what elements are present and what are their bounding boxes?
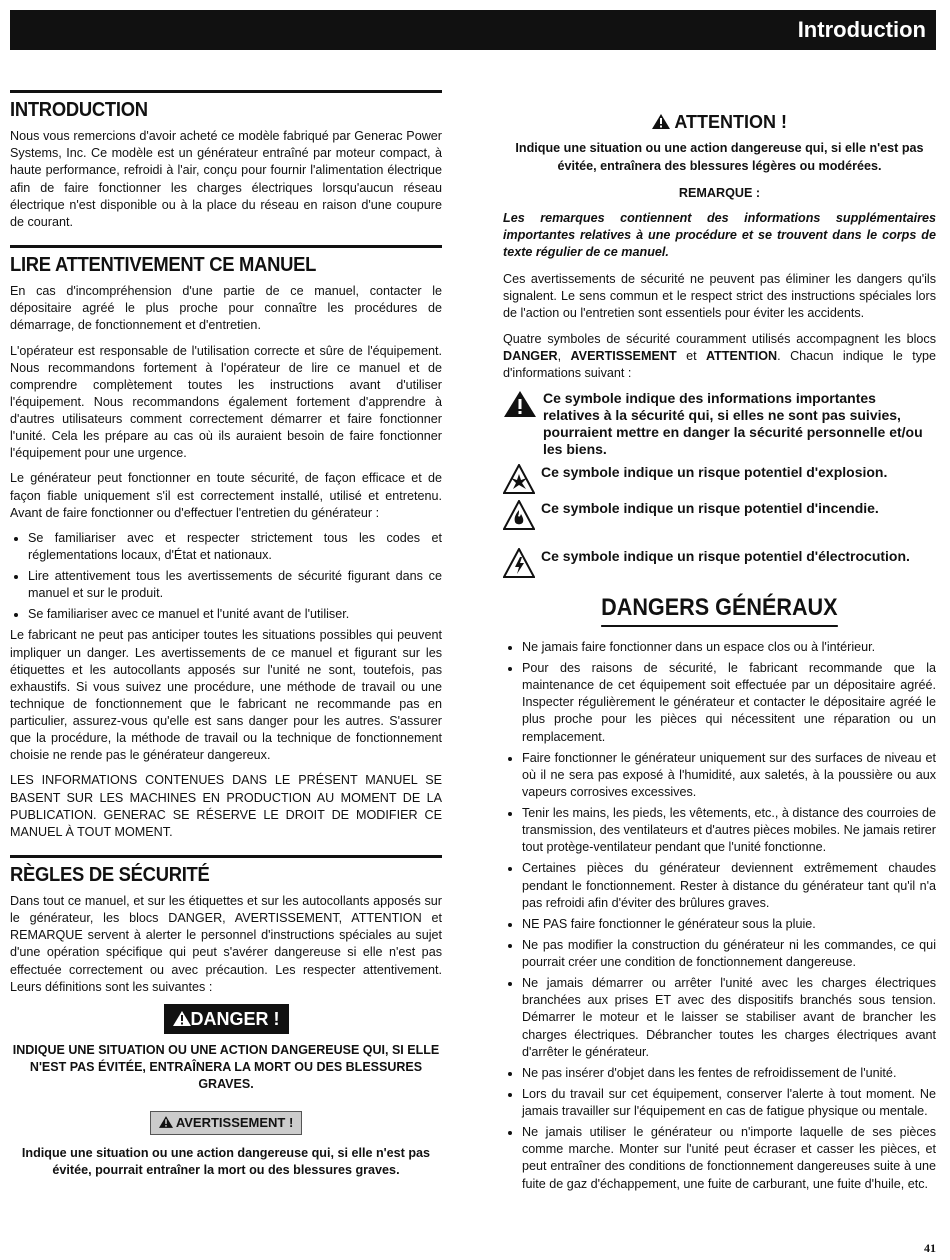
manual-paragraph: Le fabricant ne peut pas anticiper toutes les situations possibles qui peuvent impliquer un danger. Les avertissements de ce manuel et figurant sur les étiquettes et les autocollants apposés sur l'unité ne sont, toutefois, pas exhaustifs. Si vous suivez une procédure, une méthode de travail ou une technique de fonctionnement que le fabricant ne recommande pas en particulier, assurez-vous qu'elle est sans danger pour les autres. S'assurer que la procédure, la méthode de travail ou la technique de fonctionnement choisie ne rende pas le générateur dangereux. [10,628,442,763]
text-span: et [676,348,707,363]
danger-label: DANGER ! [190,1008,280,1029]
manual-paragraph: En cas d'incompréhension d'une partie de ce manuel, contacter le dépositaire agréé le plus proche pour connaître les procédures de démarrage, de fonctionnement et d'entretien. [10,284,442,333]
attention-text: Indique une situation ou une action dangereuse qui, si elle n'est pas évitée, entraînera des blessures légères ou modérées. [515,141,924,173]
safety-paragraph: Ces avertissements de sécurité ne peuvent pas éliminer les dangers qu'ils signalent. Le sens commun et le respect strict des instructions spéciales lors de l'action ou l'entretien sont essentiels pour éviter les accidents. [503,272,936,321]
remarque-text: Les remarques contiennent des informations supplémentaires importantes relatives à une procédure et se trouvent dans le corps de texte régulier de ce manuel. [503,210,936,260]
list-item: • Pour des raisons de sécurité, le fabricant recommande que la maintenance de cet équipement soit effectuée par un dépositaire agréé. Inspecter régulièrement le générateur et contacter le dépositaire agréé le plus proche pour les pièces qui nécessitent une réparation ou un remplacement. [522,660,936,746]
text-span: DANGER [503,348,558,363]
symbol-text: Ce symbole indique un risque potentiel d'explosion. [541,464,888,481]
manual-paragraph: Le générateur peut fonctionner en toute sécurité, de façon efficace et de façon fiable uniquement s'il est correctement installé, utilisé et entretenu. Avant de faire fonctionner ou d'effectuer l'entretien du générateur : [10,471,442,520]
symbol-row [503,548,936,578]
explosion-icon [503,464,535,494]
list-item: • Tenir les mains, les pieds, les vêtements, etc., à distance des courroies de transmission, des ventilateurs et d'autres pièces mobiles. Ne jamais retirer tout protège-ventilateur pendant que l'unité fonctionne. [522,805,936,856]
danger-text: INDIQUE UNE SITUATION OU UNE ACTION DANGEREUSE QUI, SI ELLE N'EST PAS ÉVITÉE, ENTRAÎNERA LA MORT OU DES BLESSURES GRAVES. [12,1043,440,1092]
list-item: • Se familiariser avec et respecter strictement tous les codes et réglementations locaux, d'État et nationaux. [28,530,442,564]
list-item: • Faire fonctionner le générateur uniquement sur des surfaces de niveau et où il ne sera pas exposé à l'humidité, aux saletés, à la poussière ou aux vapeurs corrosives excessives. [522,750,936,801]
remarque-label: REMARQUE : [678,185,761,200]
warning-block [10,1111,442,1135]
symbol-row [503,464,936,494]
danger-block [10,1004,442,1034]
regles-heading: RÈGLES DE SÉCURITÉ [10,863,210,886]
warning-triangle-icon [652,114,670,129]
dangers-list [503,639,936,1193]
list-item: • Lire attentivement tous les avertissements de sécurité figurant dans ce manuel et sur le produit. [28,568,442,602]
text-span: . Chacun indique le type d'informations suivant : [503,348,936,380]
page-number: 41 [924,1240,936,1255]
right-column [503,96,936,1197]
symbol-row [503,390,936,458]
warning-triangle-icon [173,1011,191,1026]
danger-label-box [164,1004,289,1034]
manual-paragraph: L'opérateur est responsable de l'utilisation correcte et sûre de l'équipement. Nous recommandons fortement à l'opérateur de lire ce manuel et de comprendre complètement toutes les instructions avant d'utiliser l'équipement. Nous recommandons également fortement d'apprendre à d'autres utilisateurs comment correctement démarrer et faire fonctionner l'unité. Cela les prépare au cas où ils auraient besoin de faire fonctionner l'équipement pour une urgence. [10,343,442,461]
list-item: • Se familiariser avec ce manuel et l'unité avant de l'utiliser. [28,606,442,623]
fire-icon [503,500,535,530]
list-item: • Ne jamais utiliser le générateur ou n'importe laquelle de ses pièces comme marche. Monter sur l'unité peut écraser et casser les pièces, et peut entraîner des conditions de fonctionnement dangereuses suite à une fuite de gaz d'échappement, une fuite de carburant, une fuite d'huile, etc. [522,1124,936,1193]
attention-label: ATTENTION ! [674,112,787,132]
text-span: ATTENTION [706,348,778,363]
warning-label-box [150,1111,303,1135]
list-item: • Ne jamais démarrer ou arrêter l'unité avec les charges électriques branchées aux prises ET avec des dispositifs branchés sous tension. Démarrer le moteur et le laisser se stabiliser avant de brancher les charges électriques. Débrancher toutes les charges électriques avant d'arrêter le générateur. [522,975,936,1061]
warning-label: AVERTISSEMENT ! [175,1115,294,1131]
dangers-heading [503,592,936,627]
divider [10,245,442,248]
regles-paragraph: Dans tout ce manuel, et sur les étiquettes et sur les autocollants apposés sur le générateur, les blocs DANGER, AVERTISSEMENT, ATTENTION et REMARQUE servent à alerter le personnel d'instructions spéciales au sujet d'une opération spécifique qui peut s'avérer dangereuse si elle n'est pas effectuée correctement ou avec précaution. Les respecter attentivement. Leurs définitions sont les suivantes : [10,894,442,994]
page-title: Introduction [797,17,926,42]
header-bar [10,10,936,50]
symbols-intro-paragraph [503,331,936,382]
symbol-text: Ce symbole indique des informations importantes relatives à la sécurité qui, si elles ne sont pas suivies, pourraient mettre en danger la sécurité personnelle et/ou les biens. [543,389,923,458]
symbol-text: Ce symbole indique un risque potentiel d'incendie. [541,500,879,517]
intro-paragraph: Nous vous remercions d'avoir acheté ce modèle fabriqué par Generac Power Systems, Inc. Ce modèle est un générateur entraîné par moteur compact, à haute performance, refroidi à l'air, conçu pour fournir l'alimentation électrique afin de faire fonctionner les charges électriques lorsqu'aucun réseau électrique n'est disponible ou à la place du réseau en raison d'une coupure de courant. [10,129,442,229]
list-item: • NE PAS faire fonctionner le générateur sous la pluie. [522,916,936,933]
manual-heading: LIRE ATTENTIVEMENT CE MANUEL [10,253,317,276]
divider [10,855,442,858]
divider [10,90,442,93]
symbol-text: Ce symbole indique un risque potentiel d'électrocution. [541,548,910,565]
list-item: • Lors du travail sur cet équipement, conserver l'alerte à tout moment. Ne jamais travailler sur l'équipement en cas de fatigue physique ou mentale. [522,1086,936,1120]
list-item: • Ne jamais faire fonctionner dans un espace clos ou à l'intérieur. [522,639,936,656]
list-item: • Certaines pièces du générateur deviennent extrêmement chaudes pendant le fonctionnement. Rester à distance du générateur tant qu'il n'a pas refroidi afin d'éviter des brûlures graves. [522,860,936,911]
manual-bullet-list [10,530,442,624]
list-item: • Ne pas modifier la construction du générateur ni les commandes, ce qui pourrait créer une condition de fonctionnement dangereuse. [522,937,936,971]
warning-triangle-icon [159,1116,173,1128]
dangers-heading-text: DANGERS GÉNÉRAUX [601,592,837,627]
intro-heading: INTRODUCTION [10,99,148,121]
text-span: , [557,348,571,363]
left-column [10,90,442,1189]
electrocution-icon [503,548,535,578]
text-span: Quatre symboles de sécurité couramment utilisés accompagnent les blocs [503,331,936,346]
symbol-row [503,500,936,530]
list-item: • Ne pas insérer d'objet dans les fentes de refroidissement de l'unité. [522,1065,936,1082]
warning-text: Indique une situation ou une action dangereuse qui, si elle n'est pas évitée, pourrait entraîner la mort ou des blessures graves. [21,1145,431,1178]
text-span: AVERTISSEMENT [570,348,677,363]
exclamation-triangle-icon [503,390,537,418]
attention-header [503,110,936,134]
manual-paragraph: LES INFORMATIONS CONTENUES DANS LE PRÉSENT MANUEL SE BASENT SUR LES MACHINES EN PRODUCTION AU MOMENT DE LA PUBLICATION. GENERAC SE RÉSERVE LE DROIT DE MODIFIER CE MANUEL À TOUT MOMENT. [10,773,442,839]
